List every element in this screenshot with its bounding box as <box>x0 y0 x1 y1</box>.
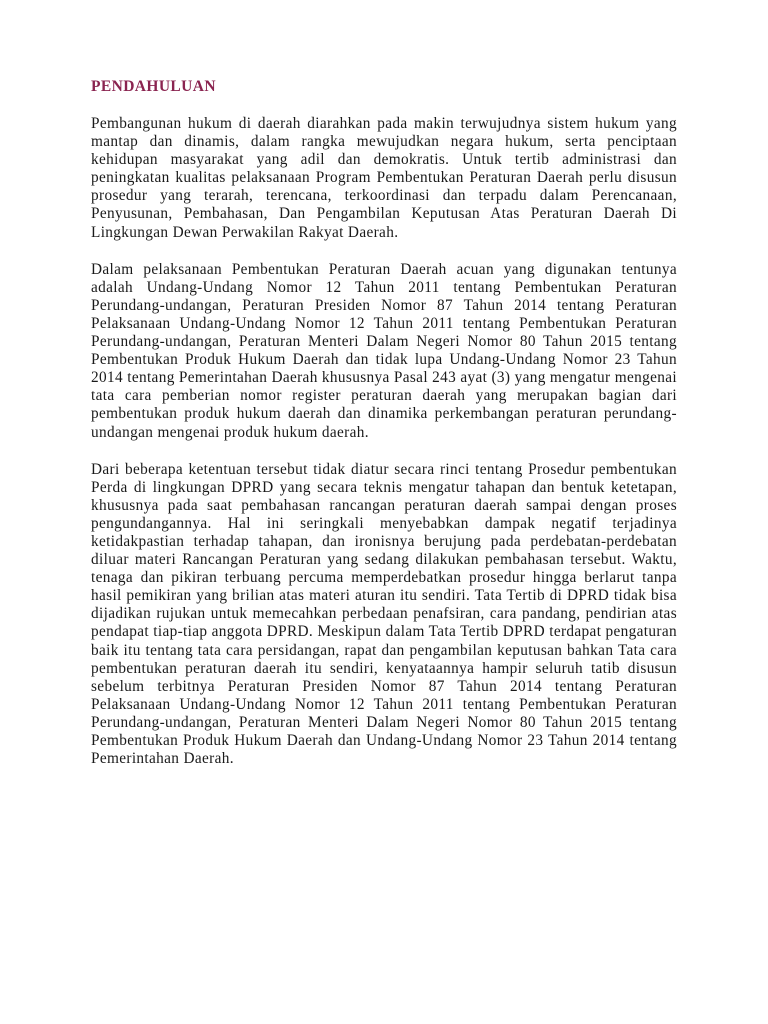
paragraph-3: Dari beberapa ketentuan tersebut tidak diatur secara rinci tentang Prosedur pembentukan Perda di lingkungan DPRD yang secara teknis mengatur tahapan dan bentuk ketetapan, khususnya pada saat pembahasan rancangan peraturan daerah sampai dengan proses pengundangannya. Hal ini seringkali menyebabkan dampak negatif terjadinya ketidakpastian terhadap tahapan, dan ironisnya berujung pada perdebatan-perdebatan diluar materi Rancangan Peraturan yang sedang dilakukan pembahasan tersebut. Waktu, tenaga dan pikiran terbuang percuma memperdebatkan prosedur hingga berlarut tanpa hasil pemikiran yang brilian atas materi aturan itu sendiri. Tata Tertib di DPRD tidak bisa dijadikan rujukan untuk memecahkan perbedaan penafsiran, cara pandang, pendirian atas pendapat tiap-tiap anggota DPRD. Meskipun dalam Tata Tertib DPRD terdapat pengaturan baik itu tentang tata cara persidangan, rapat dan pengambilan keputusan bahkan Tata cara pembentukan peraturan daerah itu sendiri, kenyataannya hampir seluruh tatib disusun sebelum terbitnya Peraturan Presiden Nomor 87 Tahun 2014 tentang Peraturan Pelaksanaan Undang-Undang Nomor 12 Tahun 2011 tentang Pembentukan Peraturan Perundang-undangan, Peraturan Menteri Dalam Negeri Nomor 80 Tahun 2015 tentang Pembentukan Produk Hukum Daerah dan Undang-Undang Nomor 23 Tahun 2014 tentang Pemerintahan Daerah. <box>91 460 677 768</box>
paragraph-1: Pembangunan hukum di daerah diarahkan pada makin terwujudnya sistem hukum yang mantap dan dinamis, dalam rangka mewujudkan negara hukum, serta penciptaan kehidupan masyarakat yang adil dan demokratis. Untuk tertib administrasi dan peningkatan kualitas pelaksanaan Program Pembentukan Peraturan Daerah perlu disusun prosedur yang terarah, terencana, terkoordinasi dan terpadu dalam Perencanaan, Penyusunan, Pembahasan, Dan Pengambilan Keputusan Atas Peraturan Daerah Di Lingkungan Dewan Perwakilan Rakyat Daerah. <box>91 115 677 241</box>
document-page <box>91 78 677 787</box>
paragraph-2: Dalam pelaksanaan Pembentukan Peraturan Daerah acuan yang digunakan tentunya adalah Undang-Undang Nomor 12 Tahun 2011 tentang Pembentukan Peraturan Perundang-undangan, Peraturan Presiden Nomor 87 Tahun 2014 tentang Peraturan Pelaksanaan Undang-Undang Nomor 12 Tahun 2011 tentang Pembentukan Peraturan Perundang-undangan, Peraturan Menteri Dalam Negeri Nomor 80 Tahun 2015 tentang Pembentukan Produk Hukum Daerah dan tidak lupa Undang-Undang Nomor 23 Tahun 2014 tentang Pemerintahan Daerah khususnya Pasal 243 ayat (3) yang mengatur mengenai tata cara pemberian nomor register peraturan daerah yang merupakan bagian dari pembentukan produk hukum daerah dan dinamika perkembangan peraturan perundang-undangan mengenai produk hukum daerah. <box>91 260 677 441</box>
section-heading: PENDAHULUAN <box>91 78 216 95</box>
